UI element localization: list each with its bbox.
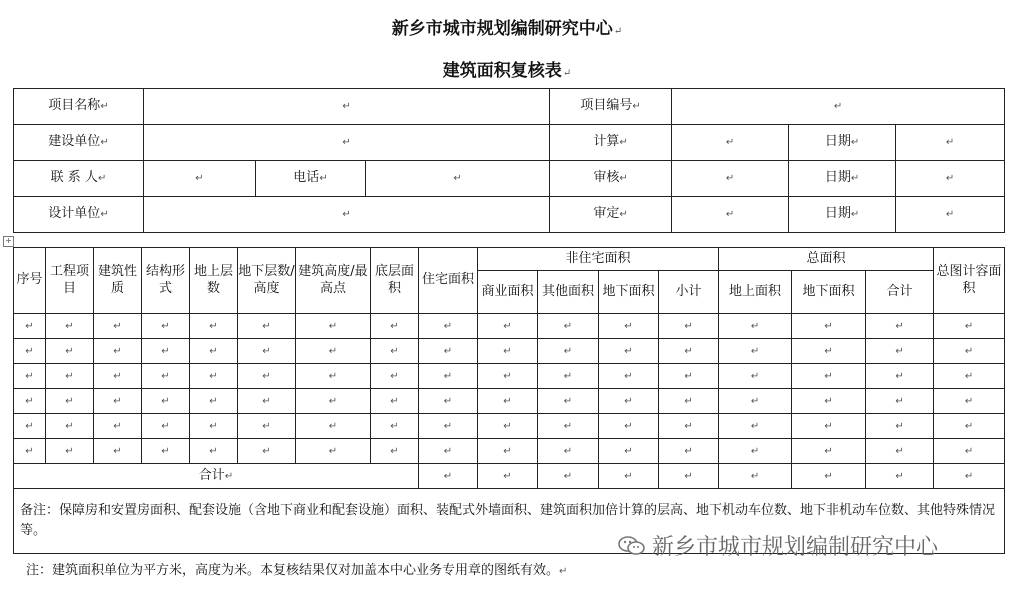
table-row: [14, 439, 1005, 464]
table-cell[interactable]: ↵: [866, 414, 934, 439]
sum-cell[interactable]: ↵: [792, 464, 866, 489]
value-contact[interactable]: ↵: [144, 161, 256, 197]
table-cell[interactable]: ↵: [934, 314, 1005, 339]
table-cell[interactable]: ↵: [46, 364, 94, 389]
table-cell[interactable]: ↵: [792, 364, 866, 389]
form-title: 建筑面积复核表↵: [442, 61, 572, 81]
table-cell[interactable]: ↵: [538, 314, 599, 339]
project-info-table: [13, 88, 1005, 233]
table-move-handle-icon[interactable]: +: [3, 236, 14, 247]
table-cell[interactable]: ↵: [371, 364, 419, 389]
remark-cell: 备注：保障房和安置房面积、配套设施（含地下商业和配套设施）面积、装配式外墙面积、建筑面积加倍计算的层高、地下机动车位数、地下非机动车位数、其他特殊情况等。: [14, 489, 1005, 554]
table-cell[interactable]: ↵: [46, 414, 94, 439]
table-cell[interactable]: ↵: [238, 414, 296, 439]
table-cell[interactable]: ↵: [419, 339, 478, 364]
table-cell[interactable]: ↵: [419, 439, 478, 464]
table-cell[interactable]: ↵: [296, 364, 371, 389]
table-cell[interactable]: ↵: [142, 339, 190, 364]
table-cell[interactable]: ↵: [142, 389, 190, 414]
table-cell[interactable]: ↵: [599, 339, 659, 364]
table-cell[interactable]: ↵: [296, 414, 371, 439]
label-designer: 设计单位↵: [14, 197, 144, 233]
value-project-name[interactable]: ↵: [144, 89, 550, 125]
label-calc-date: 日期↵: [789, 125, 896, 161]
value-review-date[interactable]: ↵: [896, 161, 1005, 197]
table-row: [14, 389, 1005, 414]
table-cell[interactable]: ↵: [190, 414, 238, 439]
table-cell[interactable]: ↵: [659, 389, 719, 414]
table-cell[interactable]: ↵: [659, 414, 719, 439]
sum-cell[interactable]: ↵: [866, 464, 934, 489]
table-cell[interactable]: ↵: [190, 339, 238, 364]
header-seq: 序号: [14, 248, 46, 314]
table-cell[interactable]: ↵: [190, 439, 238, 464]
table-cell[interactable]: ↵: [190, 389, 238, 414]
table-cell[interactable]: ↵: [142, 439, 190, 464]
sum-cell[interactable]: ↵: [719, 464, 792, 489]
table-cell[interactable]: ↵: [94, 389, 142, 414]
label-calc: 计算↵: [550, 125, 672, 161]
table-cell[interactable]: ↵: [238, 439, 296, 464]
table-cell[interactable]: ↵: [142, 314, 190, 339]
table-cell[interactable]: ↵: [792, 314, 866, 339]
value-calc[interactable]: ↵: [672, 125, 789, 161]
header-plot-area: 总图计容面积: [934, 248, 1005, 314]
table-cell[interactable]: ↵: [14, 364, 46, 389]
sum-cell[interactable]: ↵: [599, 464, 659, 489]
table-cell[interactable]: ↵: [659, 339, 719, 364]
table-cell[interactable]: ↵: [296, 314, 371, 339]
table-cell[interactable]: ↵: [190, 314, 238, 339]
table-cell[interactable]: ↵: [14, 439, 46, 464]
data-rows: [14, 314, 1005, 464]
header-nonres-group: 非住宅面积: [478, 248, 719, 271]
table-cell[interactable]: ↵: [538, 389, 599, 414]
table-cell[interactable]: ↵: [94, 339, 142, 364]
value-project-code[interactable]: ↵: [672, 89, 1005, 125]
table-cell[interactable]: ↵: [419, 389, 478, 414]
table-cell[interactable]: ↵: [371, 439, 419, 464]
label-review: 审核↵: [550, 161, 672, 197]
table-cell[interactable]: ↵: [599, 414, 659, 439]
label-phone: 电话↵: [256, 161, 366, 197]
header-total-group: 总面积: [719, 248, 934, 271]
table-cell[interactable]: ↵: [659, 314, 719, 339]
table-cell[interactable]: ↵: [94, 314, 142, 339]
table-cell[interactable]: ↵: [238, 364, 296, 389]
table-cell[interactable]: ↵: [934, 414, 1005, 439]
table-cell[interactable]: ↵: [719, 389, 792, 414]
table-cell[interactable]: ↵: [371, 314, 419, 339]
table-row: [14, 414, 1005, 439]
org-title: 新乡市城市规划编制研究中心↵: [391, 19, 623, 39]
table-cell[interactable]: ↵: [371, 339, 419, 364]
header-nature: 建筑性质: [94, 248, 142, 314]
table-cell[interactable]: ↵: [866, 339, 934, 364]
table-cell[interactable]: ↵: [46, 389, 94, 414]
label-approve: 审定↵: [550, 197, 672, 233]
table-cell[interactable]: ↵: [934, 439, 1005, 464]
table-cell[interactable]: ↵: [719, 364, 792, 389]
table-cell[interactable]: ↵: [866, 439, 934, 464]
table-cell[interactable]: ↵: [792, 414, 866, 439]
label-contact: 联 系 人↵: [14, 161, 144, 197]
sum-cell[interactable]: ↵: [659, 464, 719, 489]
table-cell[interactable]: ↵: [719, 314, 792, 339]
label-project-name: 项目名称↵: [14, 89, 144, 125]
value-approve-date[interactable]: ↵: [896, 197, 1005, 233]
table-cell[interactable]: ↵: [719, 339, 792, 364]
table-cell[interactable]: ↵: [538, 339, 599, 364]
area-review-table: [13, 247, 1005, 554]
table-cell[interactable]: ↵: [419, 364, 478, 389]
table-row: [14, 364, 1005, 389]
table-cell[interactable]: ↵: [142, 414, 190, 439]
table-cell[interactable]: ↵: [478, 389, 538, 414]
table-cell[interactable]: ↵: [599, 364, 659, 389]
table-cell[interactable]: ↵: [238, 339, 296, 364]
table-cell[interactable]: ↵: [538, 439, 599, 464]
value-approve[interactable]: ↵: [672, 197, 789, 233]
table-cell[interactable]: ↵: [371, 414, 419, 439]
table-cell[interactable]: ↵: [296, 439, 371, 464]
value-calc-date[interactable]: ↵: [896, 125, 1005, 161]
label-builder: 建设单位↵: [14, 125, 144, 161]
table-cell[interactable]: ↵: [296, 389, 371, 414]
table-cell[interactable]: ↵: [14, 339, 46, 364]
value-phone[interactable]: ↵: [366, 161, 550, 197]
table-cell[interactable]: ↵: [478, 414, 538, 439]
header-total-under: 地下面积: [792, 271, 866, 314]
table-row: [14, 339, 1005, 364]
header-total-above: 地上面积: [719, 271, 792, 314]
value-designer[interactable]: ↵: [144, 197, 550, 233]
table-cell[interactable]: ↵: [792, 389, 866, 414]
header-commercial: 商业面积: [478, 271, 538, 314]
table-cell[interactable]: ↵: [14, 414, 46, 439]
wechat-watermark: 新乡市城市规划编制研究中心: [618, 530, 938, 561]
table-cell[interactable]: ↵: [599, 314, 659, 339]
label-approve-date: 日期↵: [789, 197, 896, 233]
value-review[interactable]: ↵: [672, 161, 789, 197]
table-cell[interactable]: ↵: [478, 364, 538, 389]
table-cell[interactable]: ↵: [14, 389, 46, 414]
table-cell[interactable]: ↵: [419, 314, 478, 339]
header-underground: 地下面积: [599, 271, 659, 314]
table-cell[interactable]: ↵: [866, 364, 934, 389]
header-above-floors: 地上层数: [190, 248, 238, 314]
table-cell[interactable]: ↵: [538, 414, 599, 439]
label-project-code: 项目编号↵: [550, 89, 672, 125]
header-subtotal: 小计: [659, 271, 719, 314]
table-cell[interactable]: ↵: [866, 314, 934, 339]
table-cell[interactable]: ↵: [792, 439, 866, 464]
table-cell[interactable]: ↵: [14, 314, 46, 339]
table-cell[interactable]: ↵: [46, 339, 94, 364]
table-cell[interactable]: ↵: [190, 364, 238, 389]
table-cell[interactable]: ↵: [538, 364, 599, 389]
header-under-floors: 地下层数/高度: [238, 248, 296, 314]
header-total-sum: 合计: [866, 271, 934, 314]
header-other: 其他面积: [538, 271, 599, 314]
sum-cell[interactable]: ↵: [419, 464, 478, 489]
header-residential: 住宅面积: [419, 248, 478, 314]
table-cell[interactable]: ↵: [142, 364, 190, 389]
wechat-icon: [618, 535, 646, 557]
table-cell[interactable]: ↵: [659, 439, 719, 464]
table-cell[interactable]: ↵: [866, 389, 934, 414]
table-cell[interactable]: ↵: [659, 364, 719, 389]
table-cell[interactable]: ↵: [934, 364, 1005, 389]
table-cell[interactable]: ↵: [478, 339, 538, 364]
table-cell[interactable]: ↵: [371, 389, 419, 414]
table-cell[interactable]: ↵: [934, 389, 1005, 414]
header-base-area: 底层面积: [371, 248, 419, 314]
table-cell[interactable]: ↵: [94, 414, 142, 439]
table-cell[interactable]: ↵: [46, 439, 94, 464]
sum-cell[interactable]: ↵: [538, 464, 599, 489]
sum-label: 合计↵: [14, 464, 419, 489]
table-cell[interactable]: ↵: [792, 339, 866, 364]
footer-note: 注：建筑面积单位为平方米，高度为米。本复核结果仅对加盖本中心业务专用章的图纸有效。↵: [26, 563, 568, 578]
label-review-date: 日期↵: [789, 161, 896, 197]
table-cell[interactable]: ↵: [719, 414, 792, 439]
table-cell[interactable]: ↵: [719, 439, 792, 464]
table-row: [14, 314, 1005, 339]
table-cell[interactable]: ↵: [94, 439, 142, 464]
header-height: 建筑高度/最高点: [296, 248, 371, 314]
value-builder[interactable]: ↵: [144, 125, 550, 161]
table-cell[interactable]: ↵: [94, 364, 142, 389]
table-cell[interactable]: ↵: [599, 439, 659, 464]
sum-cell[interactable]: ↵: [934, 464, 1005, 489]
table-cell[interactable]: ↵: [419, 414, 478, 439]
table-cell[interactable]: ↵: [934, 339, 1005, 364]
table-cell[interactable]: ↵: [478, 439, 538, 464]
table-cell[interactable]: ↵: [296, 339, 371, 364]
table-cell[interactable]: ↵: [238, 389, 296, 414]
header-structure: 结构形式: [142, 248, 190, 314]
table-cell[interactable]: ↵: [478, 314, 538, 339]
table-cell[interactable]: ↵: [238, 314, 296, 339]
header-item: 工程项目: [46, 248, 94, 314]
table-cell[interactable]: ↵: [46, 314, 94, 339]
sum-cell[interactable]: ↵: [478, 464, 538, 489]
table-cell[interactable]: ↵: [599, 389, 659, 414]
